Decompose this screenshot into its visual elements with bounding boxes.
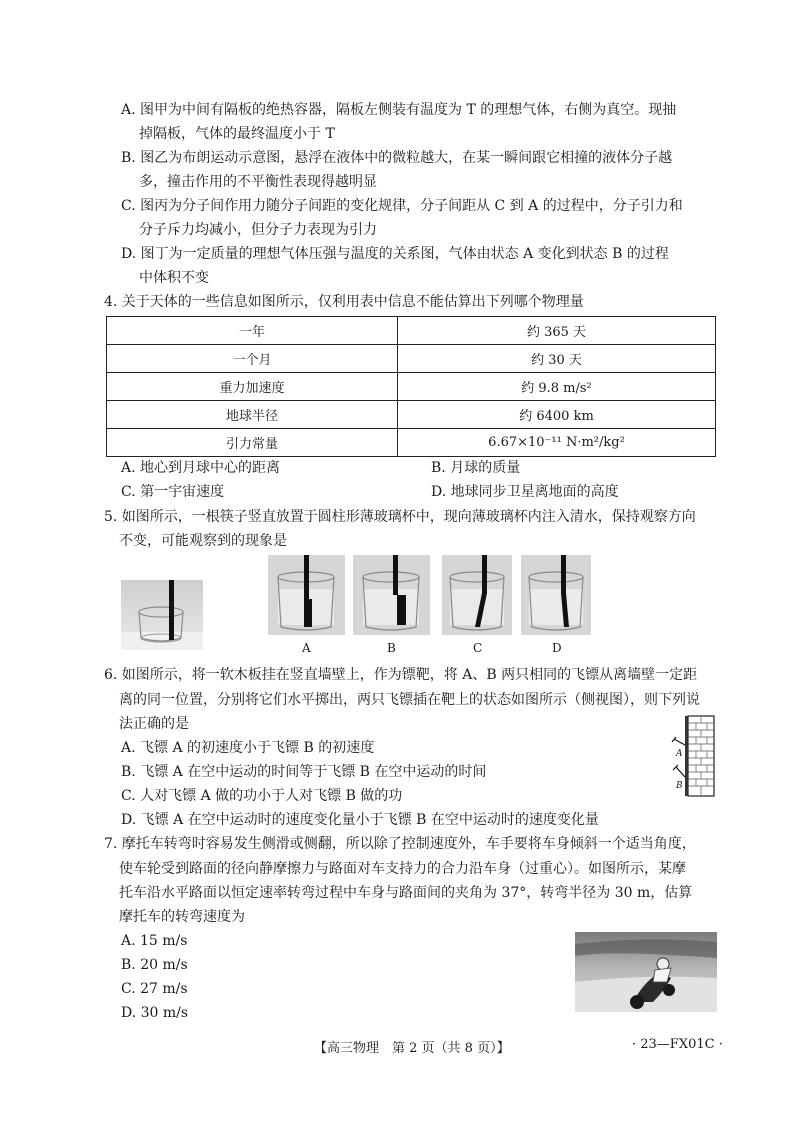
glass-chopstick-photo [121,580,203,650]
table-cell-value: 6.67×10⁻¹¹ N·m²/kg² [398,429,716,457]
table-row [107,401,716,429]
option-b-label: B [387,641,396,655]
table-row [107,373,716,401]
q5-stem-line2: 不变，可能观察到的现象是 [119,533,287,549]
q6-option-c: C. 人对飞镖 A 做的功小于人对飞镖 B 做的功 [121,788,403,804]
q7-stem-line4: 摩托车的转弯速度为 [119,909,245,925]
q7-stem-line3: 托车沿水平路面以恒定速率转弯过程中车身与路面间的夹角为 37°，转弯半径为 30 m，估算 [119,885,693,901]
q7-stem-line2: 使车轮受到路面的径向静摩擦力与路面对车支持力的合力沿车身（过重心）。如图所示，某摩 [119,861,686,877]
table-cell-value: 约 30 天 [398,345,716,373]
q5-stem-line1: 5. 如图所示，一根筷子竖直放置于圆柱形薄玻璃杯中，现向薄玻璃杯内注入清水，保持观察方向 [104,509,696,525]
table-cell-name: 一年 [107,317,398,345]
q7-option-b: B. 20 m/s [121,957,188,973]
q4-option-a: A. 地心到月球中心的距离 [121,460,281,476]
q4-stem: 4. 关于天体的一些信息如图所示，仅利用表中信息不能估算出下列哪个物理量 [104,294,584,310]
table-row [107,429,716,457]
q3-option-d-line2: 中体积不变 [139,270,209,286]
q3-option-b-line2: 多，撞击作用的不平衡性表现得越明显 [139,174,377,190]
dart-wall-figure [668,715,716,797]
q3-option-c-line2: 分子斥力均减小，但分子力表现为引力 [139,222,377,238]
option-c-photo [442,555,512,635]
q3-option-a-line2: 掉隔板，气体的最终温度小于 T [139,126,335,142]
table-cell-name: 地球半径 [107,401,398,429]
q6-stem-line2: 离的同一位置，分别将它们水平掷出，两只飞镖插在靶上的状态如图所示（侧视图），则下列说 [119,692,700,708]
option-a-photo [268,555,345,635]
dart-a-label: A [676,749,683,759]
table-cell-value: 约 6400 km [398,401,716,429]
table-row [107,317,716,345]
q6-stem-line1: 6. 如图所示，将一软木板挂在竖直墙壁上，作为镖靶，将 A、B 两只相同的飞镖从离墙壁一定距 [104,667,698,683]
q4-option-c: C. 第一宇宙速度 [121,484,225,500]
q7-option-a: A. 15 m/s [121,933,188,949]
option-a-label: A [302,641,311,655]
footer-page-info: 【高三物理 第 2 页（共 8 页）】 [314,1041,510,1056]
q3-option-b-line1: B. 图乙为布朗运动示意图，悬浮在液体中的微粒越大，在某一瞬间跟它相撞的液体分子越 [121,150,673,166]
option-b-photo [353,555,430,635]
q7-option-c: C. 27 m/s [121,981,188,997]
q3-option-c-line1: C. 图丙为分子间作用力随分子间距的变化规律，分子间距从 C 到 A 的过程中，分子引力和 [121,198,683,214]
astronomy-info-table [106,316,716,457]
q6-stem-line3: 法正确的是 [119,716,189,732]
option-d-photo [521,555,591,635]
q4-option-b: B. 月球的质量 [431,460,521,476]
table-cell-name: 一个月 [107,345,398,373]
motorcycle-photo [575,932,717,1012]
table-cell-name: 重力加速度 [107,373,398,401]
q6-option-b: B. 飞镖 A 在空中运动的时间等于飞镖 B 在空中运动的时间 [121,764,487,780]
option-d-label: D [552,641,562,655]
table-row [107,345,716,373]
q7-option-d: D. 30 m/s [121,1005,189,1021]
q6-option-d: D. 飞镖 A 在空中运动时的速度变化量小于飞镖 B 在空中运动时的速度变化量 [121,812,599,828]
q7-stem-line1: 7. 摩托车转弯时容易发生侧滑或侧翻，所以除了控制速度外，车手要将车身倾斜一个适当角度， [104,836,696,852]
q6-option-a: A. 飞镖 A 的初速度小于飞镖 B 的初速度 [121,740,375,756]
q3-option-a-line1: A. 图甲为中间有隔板的绝热容器，隔板左侧装有温度为 T 的理想气体，右侧为真空。现抽 [121,102,677,118]
table-cell-name: 引力常量 [107,429,398,457]
q4-option-d: D. 地球同步卫星离地面的高度 [431,484,619,500]
footer-code: · 23—FX01C · [632,1037,723,1052]
dart-b-label: B [676,781,683,791]
table-cell-value: 约 365 天 [398,317,716,345]
q3-option-d-line1: D. 图丁为一定质量的理想气体压强与温度的关系图，气体由状态 A 变化到状态 B 的过程 [121,246,669,262]
table-cell-value: 约 9.8 m/s² [398,373,716,401]
option-c-label: C [473,641,483,655]
